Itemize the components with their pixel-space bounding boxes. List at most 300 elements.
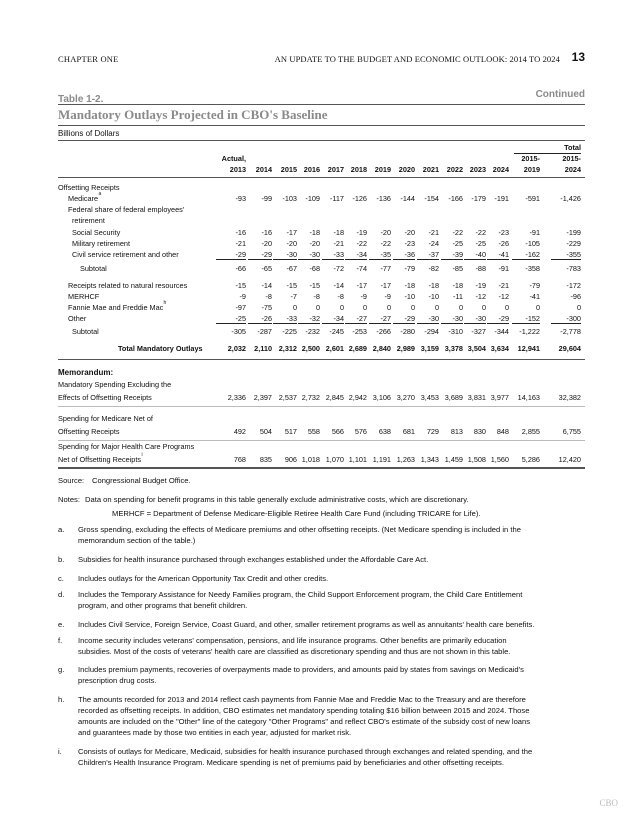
- table-cell: 2015-: [562, 154, 581, 163]
- note-key: b.: [58, 555, 65, 564]
- table-row: [58, 281, 585, 292]
- memo-title: [58, 368, 585, 379]
- row-label: Subtotal: [72, 327, 99, 336]
- note-key: c.: [58, 574, 64, 583]
- table-cell: -37: [417, 250, 439, 260]
- table-cell: 0: [458, 303, 463, 312]
- table-cell: -68: [309, 264, 320, 273]
- table-cell: 2,537: [278, 393, 297, 402]
- table-cell: 3,977: [490, 393, 509, 402]
- note-text: Gross spending, excluding the effects of Medicare premiums and other offsetting receipts. (Net Medicare spending is included in the: [78, 525, 521, 534]
- row-label: MERHCF: [68, 292, 100, 301]
- total-rule: [58, 359, 585, 360]
- table-cell: -8: [313, 292, 320, 301]
- table-cell: -30: [273, 250, 297, 260]
- table-cell: -30: [417, 314, 439, 324]
- table-cell: 0: [292, 303, 297, 312]
- chapter-label: CHAPTER ONE: [58, 54, 119, 64]
- table-cell: -20: [286, 239, 297, 248]
- table-cell: 5,286: [521, 455, 540, 464]
- table-cell: -15: [286, 281, 297, 290]
- table-cell: -9: [239, 292, 246, 301]
- table-cell: -25: [452, 239, 463, 248]
- table-cell: -10: [428, 292, 439, 301]
- table-cell: -19: [475, 281, 486, 290]
- table-cell: 2,689: [348, 344, 367, 353]
- row-label: Federal share of federal employees': [68, 205, 185, 214]
- note-text: program, and other programs that benefit children.: [78, 601, 248, 610]
- table-cell: -32: [298, 314, 320, 324]
- table-cell: 32,382: [558, 393, 581, 402]
- table-cell: -591: [525, 194, 540, 203]
- table-cell: 3,378: [444, 344, 463, 353]
- table-row: Fannie Mae and Freddie Mac h -97 -75 0 0 0 0 0 0 0 0 0 0 0 0: [68, 300, 581, 312]
- table-cell: -30: [464, 314, 486, 324]
- table-cell: -17: [286, 228, 297, 237]
- table-cell: 0: [362, 303, 367, 312]
- note-text: Congressional Budget Office.: [92, 476, 191, 485]
- table-cell: -36: [393, 250, 415, 260]
- note-text: amounts are included on the "Other" line of the category "Other Programs" and reflect CBO's estimate of the subsidy cost of new loans: [78, 717, 531, 726]
- table-cell: 2017: [327, 165, 344, 174]
- table-cell: -30: [298, 250, 320, 260]
- cbo-watermark: CBO: [599, 798, 618, 808]
- table-cell: 835: [259, 455, 272, 464]
- table-row: [58, 183, 585, 194]
- table-cell: 2022: [446, 165, 463, 174]
- column-header-row-2: [58, 165, 585, 176]
- table-cell: 2,336: [227, 393, 246, 402]
- row-label: retirement: [72, 216, 105, 225]
- table-cell: -20: [309, 239, 320, 248]
- continued-label: Continued: [535, 89, 585, 100]
- table-cell: 2023: [469, 165, 486, 174]
- table-cell: -245: [329, 327, 344, 336]
- row-label: Other: [68, 314, 87, 323]
- row-label: Total Mandatory Outlays: [118, 344, 203, 353]
- table-cell: 576: [354, 427, 367, 436]
- table-cell: 1,508: [467, 455, 486, 464]
- table-cell: 729: [426, 427, 439, 436]
- table-cell: -26: [498, 239, 509, 248]
- table-cell: 504: [259, 427, 272, 436]
- title-rule-bottom: [58, 125, 585, 126]
- table-row: Medicare a -93 -99 -103 -109 -117 -126 -136 -144 -154 -166 -179 -191 -591 -1,426: [68, 191, 581, 203]
- table-cell: -34: [322, 314, 344, 324]
- table-cell: 2016: [303, 165, 320, 174]
- table-cell: -96: [570, 292, 581, 301]
- table-cell: -22: [475, 228, 486, 237]
- notes-top-rule: [58, 467, 585, 468]
- table-cell: -20: [404, 228, 415, 237]
- table-cell: 2020: [398, 165, 415, 174]
- table-cell: 2024: [564, 165, 581, 174]
- table-row: [58, 327, 585, 338]
- table-cell: -232: [305, 327, 320, 336]
- table-cell: 0: [576, 303, 581, 312]
- note-text: MERHCF = Department of Defense Medicare-Eligible Retiree Health Care Fund (including TRICARE for Life).: [112, 509, 481, 518]
- memo-row: [58, 393, 585, 404]
- table-cell: -355: [551, 250, 581, 260]
- table-cell: -27: [345, 314, 367, 324]
- table-cell: 558: [307, 427, 320, 436]
- row-label: Social Security: [72, 228, 121, 237]
- table-cell: 2024: [492, 165, 509, 174]
- table-cell: 6,755: [562, 427, 581, 436]
- table-cell: -15: [309, 281, 320, 290]
- table-cell: 2013: [229, 165, 246, 174]
- table-cell: 1,070: [325, 455, 344, 464]
- table-cell: 2,732: [301, 393, 320, 402]
- table-number: Table 1-2.: [58, 94, 104, 105]
- table-cell: -26: [248, 314, 272, 324]
- page-header: [58, 50, 585, 64]
- table-cell: -126: [352, 194, 367, 203]
- note-text: Includes the Temporary Assistance for Needy Families program, the Child Support Enforcement program, the Child Care Entitlement: [78, 590, 523, 599]
- table-cell: -783: [566, 264, 581, 273]
- memo-row: Net of Offsetting Receipts i 768 835 906 1,018 1,070 1,101 1,191 1,263 1,343 1,459 1,508 1,560 5,286 12,420: [58, 452, 581, 464]
- table-cell: 848: [496, 427, 509, 436]
- table-cell: 2,855: [521, 427, 540, 436]
- table-cell: -25: [475, 239, 486, 248]
- memo-divider: [58, 468, 585, 469]
- table-cell: -34: [345, 250, 367, 260]
- table-cell: -103: [282, 194, 297, 203]
- table-cell: -72: [333, 264, 344, 273]
- note-text: Includes outlays for the American Opportunity Tax Credit and other credits.: [78, 574, 329, 583]
- table-cell: 830: [473, 427, 486, 436]
- table-cell: 3,270: [396, 393, 415, 402]
- table-cell: -344: [494, 327, 509, 336]
- table-cell: -136: [376, 194, 391, 203]
- table-row: [58, 250, 585, 261]
- table-cell: 0: [339, 303, 344, 312]
- title-rule-top: [58, 104, 585, 105]
- note-text: Data on spending for benefit programs in this table generally exclude administrative costs, which are discretionary.: [85, 495, 469, 504]
- table-cell: -162: [512, 250, 540, 260]
- table-cell: 1,263: [396, 455, 415, 464]
- running-title: AN UPDATE TO THE BUDGET AND ECONOMIC OUTLOOK: 2014 TO 2024: [274, 54, 560, 64]
- table-cell: -266: [376, 327, 391, 336]
- note-text: Children's Health Insurance Program. Medicare spending is net of premiums paid by beneficiaries and other offsetting receipts.: [78, 758, 504, 767]
- table-cell: -20: [261, 239, 272, 248]
- memo-label-line2: Offsetting Receipts: [58, 427, 120, 436]
- memo-label-line1: Spending for Medicare Net of: [58, 414, 153, 423]
- memo-row-line1: [58, 380, 585, 391]
- table-cell: 681: [402, 427, 415, 436]
- table-cell: 566: [331, 427, 344, 436]
- note-text: Subsidies for health insurance purchased through exchanges established under the Affordable Care Act.: [78, 555, 429, 564]
- table-cell: -8: [337, 292, 344, 301]
- table-cell: -23: [404, 239, 415, 248]
- table-cell: -8: [265, 292, 272, 301]
- table-cell: -225: [282, 327, 297, 336]
- table-cell: 2015-: [521, 154, 540, 163]
- table-cell: 1,191: [372, 455, 391, 464]
- note-text: Income security includes veterans' compensation, pensions, and life insurance programs. Other benefits are primarily education: [78, 636, 507, 645]
- table-cell: -144: [400, 194, 415, 203]
- table-cell: 638: [378, 427, 391, 436]
- table-cell: 2,500: [301, 344, 320, 353]
- table-cell: -280: [400, 327, 415, 336]
- memo-label-line2: Net of Offsetting Receipts: [58, 455, 142, 464]
- table-cell: -39: [441, 250, 463, 260]
- table-cell: 3,689: [444, 393, 463, 402]
- table-cell: 2018: [350, 165, 367, 174]
- table-cell: -22: [380, 239, 391, 248]
- table-cell: -14: [333, 281, 344, 290]
- actual-column-label: Actual,: [221, 154, 246, 163]
- table-cell: 2,845: [325, 393, 344, 402]
- table-row: [58, 344, 585, 355]
- table-cell: -12: [498, 292, 509, 301]
- table-cell: 0: [535, 303, 540, 312]
- table-cell: -109: [305, 194, 320, 203]
- table-cell: -29: [248, 250, 272, 260]
- table-cell: -300: [551, 314, 581, 324]
- table-header: [58, 89, 585, 122]
- table-cell: 3,634: [490, 344, 509, 353]
- table-cell: -74: [356, 264, 367, 273]
- units-rule: [58, 140, 585, 141]
- table-cell: -179: [471, 194, 486, 203]
- table-cell: -9: [384, 292, 391, 301]
- row-label: Subtotal: [80, 264, 107, 273]
- table-cell: -79: [529, 281, 540, 290]
- table-cell: -154: [424, 194, 439, 203]
- table-cell: -9: [360, 292, 367, 301]
- table-cell: -287: [257, 327, 272, 336]
- table-cell: -15: [235, 281, 246, 290]
- column-header-row-1: [58, 154, 585, 165]
- table-cell: -41: [487, 250, 509, 260]
- memo-divider: [58, 406, 585, 407]
- table-cell: -327: [471, 327, 486, 336]
- table-cell: 1,343: [420, 455, 439, 464]
- table-cell: -33: [273, 314, 297, 324]
- table-cell: -16: [235, 228, 246, 237]
- table-cell: -199: [566, 228, 581, 237]
- table-cell: 3,159: [420, 344, 439, 353]
- note-text: prescription drug costs.: [78, 676, 157, 685]
- table-cell: 0: [315, 303, 320, 312]
- row-label: Military retirement: [72, 239, 130, 248]
- table-cell: -66: [235, 264, 246, 273]
- note-key: d.: [58, 590, 65, 599]
- table-cell: -305: [231, 327, 246, 336]
- note-text: Consists of outlays for Medicare, Medicaid, subsidies for health insurance purchased through exchanges and related spending, and the: [78, 747, 533, 756]
- note-text: The amounts recorded for 2013 and 2014 reflect cash payments from Fannie Mae and Freddie Mac to the Treasury and are therefore: [78, 695, 526, 704]
- row-label: Civil service retirement and other: [72, 250, 179, 259]
- table-cell: -21: [498, 281, 509, 290]
- table-cell: 1,560: [490, 455, 509, 464]
- table-cell: 1,101: [348, 455, 367, 464]
- table-row: [58, 205, 585, 216]
- table-cell: -40: [464, 250, 486, 260]
- memo-row: [58, 427, 585, 438]
- table-cell: 492: [233, 427, 246, 436]
- table-cell: -21: [333, 239, 344, 248]
- table-cell: -18: [333, 228, 344, 237]
- note-key: i.: [58, 747, 62, 756]
- table-cell: -22: [452, 228, 463, 237]
- table-cell: 3,453: [420, 393, 439, 402]
- table-cell: -18: [404, 281, 415, 290]
- table-cell: -152: [512, 314, 540, 324]
- table-cell: 2,397: [253, 393, 272, 402]
- row-label: Fannie Mae and Freddie Mac: [68, 303, 164, 312]
- header-rule: [58, 177, 585, 178]
- table-cell: 2021: [422, 165, 439, 174]
- table-row: [58, 239, 585, 250]
- table-cell: -91: [529, 228, 540, 237]
- note-key: Source:: [58, 476, 85, 485]
- table-row: [58, 228, 585, 239]
- table-cell: -1,222: [519, 327, 540, 336]
- table-cell: -358: [525, 264, 540, 273]
- table-cell: -18: [428, 281, 439, 290]
- note-text: Includes premium payments, recoveries of overpayments made to providers, and amounts paid by states from savings on Medicaid's: [78, 665, 524, 674]
- table-cell: -88: [475, 264, 486, 273]
- table-cell: -191: [494, 194, 509, 203]
- note-key: h.: [58, 695, 65, 704]
- table-cell: 2019: [374, 165, 391, 174]
- table-cell: 906: [284, 455, 297, 464]
- note-key: Notes:: [58, 495, 80, 504]
- table-cell: -41: [529, 292, 540, 301]
- table-cell: -21: [428, 228, 439, 237]
- units-label: Billions of Dollars: [58, 129, 120, 138]
- table-cell: 3,831: [467, 393, 486, 402]
- table-cell: -29: [487, 314, 509, 324]
- table-cell: 14,163: [517, 393, 540, 402]
- row-label: Medicare: [68, 194, 99, 203]
- table-cell: -7: [290, 292, 297, 301]
- table-cell: -18: [309, 228, 320, 237]
- table-cell: 2015: [280, 165, 297, 174]
- table-cell: -229: [566, 239, 581, 248]
- memo-label-line1: Mandatory Spending Excluding the: [58, 380, 172, 389]
- memo-label-line2: Effects of Offsetting Receipts: [58, 393, 152, 402]
- table-cell: 3,106: [372, 393, 391, 402]
- table-cell: -25: [216, 314, 246, 324]
- table-cell: -75: [261, 303, 272, 312]
- table-cell: 2,840: [372, 344, 391, 353]
- table-cell: -17: [380, 281, 391, 290]
- note-key: e.: [58, 620, 65, 629]
- table-cell: -105: [525, 239, 540, 248]
- table-cell: -30: [441, 314, 463, 324]
- table-cell: 2,110: [254, 344, 272, 353]
- table-cell: -91: [498, 264, 509, 273]
- table-cell: 2,942: [348, 393, 367, 402]
- table-cell: -19: [356, 228, 367, 237]
- table-cell: -21: [235, 239, 246, 248]
- table-cell: -11: [452, 292, 463, 301]
- table-cell: 0: [504, 303, 509, 312]
- table-cell: 0: [481, 303, 486, 312]
- table-cell: 517: [284, 427, 297, 436]
- row-label: Receipts related to natural resources: [68, 281, 188, 290]
- table-cell: -67: [286, 264, 297, 273]
- table-cell: 3,504: [467, 344, 486, 353]
- note-text: recorded as offsetting receipts. In addition, CBO estimates net mandatory spending totaling $16 billion between 2015 and 2024. Those: [78, 706, 530, 715]
- table-cell: -85: [452, 264, 463, 273]
- table-cell: -172: [566, 281, 581, 290]
- table-cell: -65: [261, 264, 272, 273]
- table-cell: -79: [404, 264, 415, 273]
- table-cell: -253: [352, 327, 367, 336]
- table-cell: 2,032: [227, 344, 246, 353]
- table-cell: -93: [235, 194, 246, 203]
- table-cell: -12: [475, 292, 486, 301]
- row-label: Offsetting Receipts: [58, 183, 120, 192]
- table-cell: -29: [393, 314, 415, 324]
- table-cell: 768: [233, 455, 246, 464]
- table-cell: 12,941: [517, 344, 540, 353]
- note-key: a.: [58, 525, 65, 534]
- table-cell: 2,989: [396, 344, 415, 353]
- table-cell: -20: [380, 228, 391, 237]
- table-cell: -23: [498, 228, 509, 237]
- table-cell: 29,604: [558, 344, 581, 353]
- note-text: Includes Civil Service, Foreign Service, Coast Guard, and other, smaller retirement programs as well as annuitants' health care benefits.: [78, 620, 535, 629]
- memo-row-line1: [58, 442, 585, 453]
- table-cell: 813: [450, 427, 463, 436]
- table-cell: 2019: [523, 165, 540, 174]
- table-row: [58, 292, 585, 303]
- table-cell: -24: [428, 239, 439, 248]
- table-cell: 12,420: [558, 455, 581, 464]
- table-cell: -35: [369, 250, 391, 260]
- table-cell: -77: [380, 264, 391, 273]
- table-cell: 0: [434, 303, 439, 312]
- table-cell: -294: [424, 327, 439, 336]
- table-cell: -117: [329, 194, 344, 203]
- table-cell: 2,601: [325, 344, 344, 353]
- table-cell: -16: [261, 228, 272, 237]
- table-cell: 0: [386, 303, 391, 312]
- table-cell: -97: [235, 303, 246, 312]
- note-text: subsidies. Most of the costs of veterans' health care are classified as discretionary spending and thus are not shown in this table.: [78, 647, 511, 656]
- table-cell: -2,778: [560, 327, 581, 336]
- table-cell: 1,018: [301, 455, 320, 464]
- table-cell: 0: [410, 303, 415, 312]
- table-cell: -18: [452, 281, 463, 290]
- table-cell: -82: [428, 264, 439, 273]
- table-cell: -1,426: [560, 194, 581, 203]
- table-cell: 2,312: [278, 344, 297, 353]
- table-title: Mandatory Outlays Projected in CBO's Baseline: [58, 107, 328, 122]
- note-text: memorandum section of the table.): [78, 536, 196, 545]
- table-cell: -29: [216, 250, 246, 260]
- table-cell: -17: [356, 281, 367, 290]
- table-cell: 2014: [255, 165, 272, 174]
- table-cell: -33: [322, 250, 344, 260]
- table-cell: -27: [369, 314, 391, 324]
- table-cell: -310: [448, 327, 463, 336]
- memo-title-label: Memorandum:: [58, 368, 114, 377]
- table-cell: -166: [448, 194, 463, 203]
- table-row: [58, 264, 585, 275]
- total-column-label: Total: [564, 143, 581, 152]
- note-key: g.: [58, 665, 65, 674]
- table-cell: -14: [261, 281, 272, 290]
- table-cell: -99: [261, 194, 272, 203]
- table-cell: 1,459: [444, 455, 463, 464]
- table-cell: -10: [404, 292, 415, 301]
- table-row: [58, 314, 585, 325]
